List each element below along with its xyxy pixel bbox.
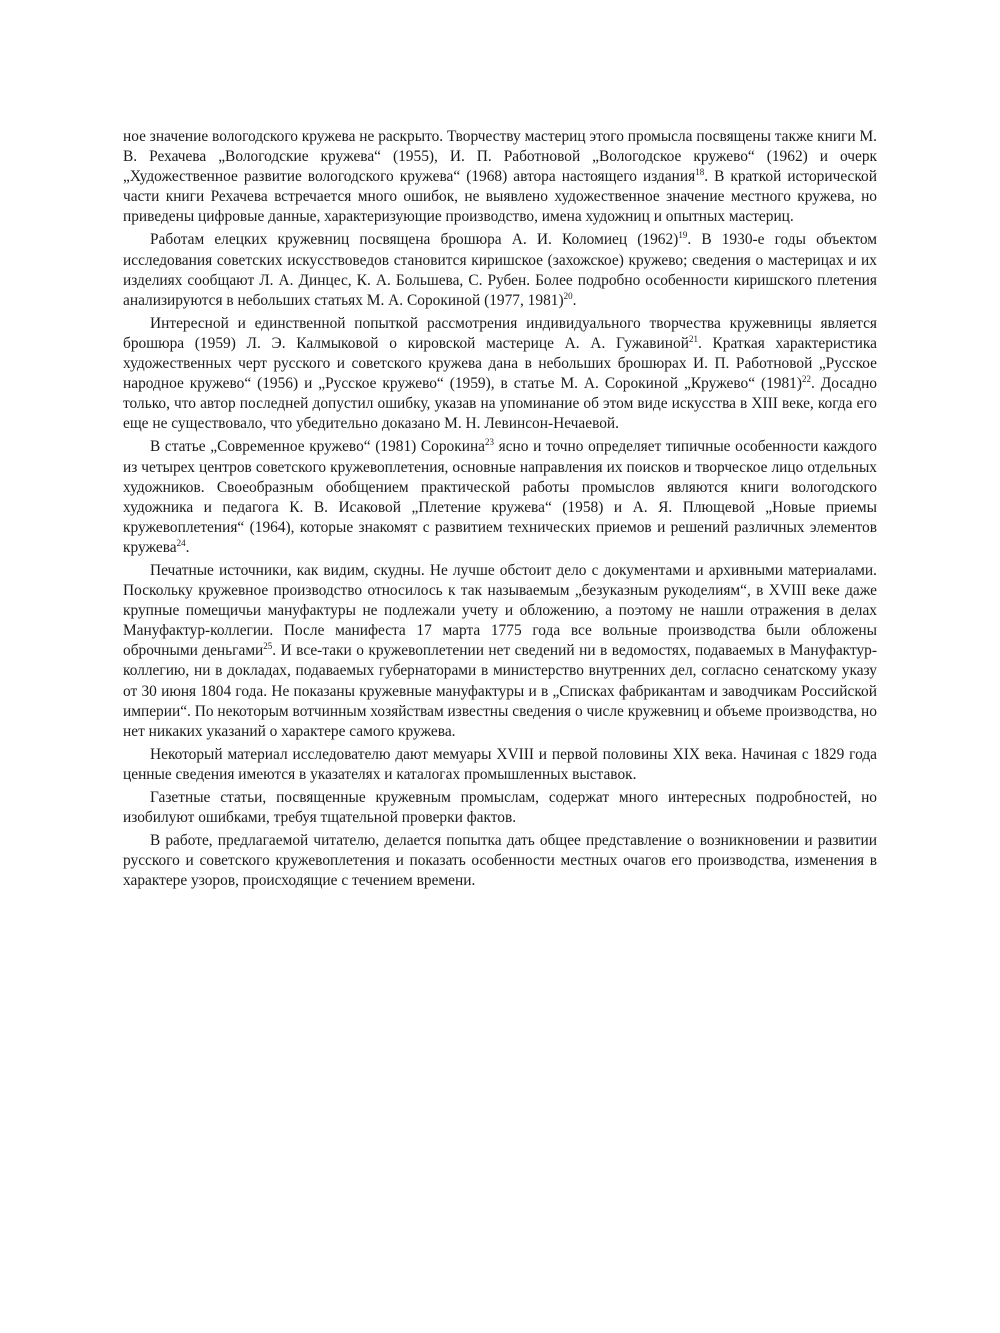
text-run: . [185,538,190,556]
text-run: . В краткой исторической части книги Рехачева встречается много ошибок, не выявлено художественное значение местного кружева, но приведены цифровые данные, характеризующие производство, имена художниц и опытных мастериц. [123,168,877,226]
text-run: Интересной и единственной попыткой рассмотрения индивидуального творчества кружевницы является брошюра (1959) Л. Э. Калмыковой о кировской мастерице А. А. Гужавиной [123,314,877,352]
paragraph [123,314,877,435]
footnote-ref: 22 [802,374,812,385]
text-run: Работам елецких кружевниц посвящена брошюра А. И. Коломиец (1962) [150,231,679,249]
paragraph [123,127,877,227]
text-run: Печатные источники, как видим, скудны. Не лучше обстоит дело с документами и архивными материалами. Поскольку кружевное производство относилось к так называемым „безуказным рукоделиям“, в XVIII веке даже крупные помещичьи мануфактуры не подлежали учету и обложению, а поэтому не нашли отражения в делах Мануфактур-коллегии. После манифеста 17 марта 1775 года все вольные производства были обложены оброчными деньгами [123,561,877,660]
text-run: . [572,291,577,309]
footnote-ref: 19 [678,230,688,241]
text-run: Газетные статьи, посвященные кружевным промыслам, содержат много интересных подробностей, но изобилуют ошибками, требуя тщательной проверки фактов. [123,789,877,827]
body-text [123,127,877,894]
paragraph [123,230,877,310]
paragraph [123,831,877,891]
text-run: . И все-таки о кружевоплетении нет сведений ни в ведомостях, подаваемых в Мануфактур-коллегию, ни в докладах, подаваемых губернаторами в министерство внутренних дел, согласно сенатскому указу от 30 июня 1804 года. Не показаны кружевные мануфактуры и в „Списках фабрикантам и заводчикам Российской империи“. По некоторым вотчинным хозяйствам известны сведения о числе кружевниц и объеме производства, но нет никаких указаний о характере самого кружева. [123,642,877,740]
paragraph [123,788,877,828]
footnote-ref: 21 [688,333,698,344]
text-run: В статье „Современное кружево“ (1981) Сорокина [150,438,486,456]
footnote-ref: 18 [695,167,705,178]
footnote-ref: 23 [485,437,495,448]
text-run: . Досадно только, что автор последней допустил ошибку, указав на упоминание об этом виде искусства в XIII веке, когда его еще не существовало, что убедительно доказано М. Н. Левинсон-Нечаевой. [123,375,877,433]
paragraph [123,437,877,558]
text-run: . В 1930-е годы объектом исследования советских искусствоведов становится киришское (захожское) кружево; сведения о мастерицах и их изделиях сообщают Л. А. Динцес, К. А. Большева, С. Рубен. Более подробно особенности киришского плетения анализируются в небольших статьях М. А. Сорокиной (1977, 1981) [123,231,877,309]
text-run: Некоторый материал исследователю дают мемуары XVIII и первой половины XIX века. Начиная с 1829 года ценные сведения имеются в указателях и каталогах промышленных выставок. [123,745,877,783]
text-run: В работе, предлагаемой читателю, делается попытка дать общее представление о возникновении и развитии русского и советского кружевоплетения и показать особенности местных очагов его производства, изменения в характере узоров, происходящие с течением времени. [123,832,877,890]
text-run: ясно и точно определяет типичные особенности каждого из четырех центров советского кружевоплетения, основные направления их поисков и творческое лицо отдельных художников. Своеобразным обобщением практической работы промыслов являются книги вологодского художника и педагога К. В. Исаковой „Плетение кружева“ (1958) и А. Я. Плющевой „Новые приемы кружевоплетения“ (1964), которые знакомят с развитием технических приемов и решений различных элементов кружева [123,438,877,556]
text-run: . Краткая характеристика художественных черт русского и советского кружева дана в небольших брошюрах И. П. Работновой „Русское народное кружево“ (1956) и „Русское кружево“ (1959), в статье М. А. Сорокиной „Кружево“ (1981) [123,334,877,393]
paragraph [123,745,877,785]
footnote-ref: 24 [176,537,186,548]
text-run: ное значение вологодского кружева не раскрыто. Творчеству мастериц этого промысла посвящены также книги М. В. Рехачева „Вологодские кружева“ (1955), И. П. Работновой „Вологодское кружево“ (1962) и очерк „Художественное развитие вологодского кружева“ (1968) автора настоящего издания [123,128,877,186]
footnote-ref: 25 [263,641,273,652]
paragraph [123,561,877,742]
footnote-ref: 20 [563,290,573,301]
